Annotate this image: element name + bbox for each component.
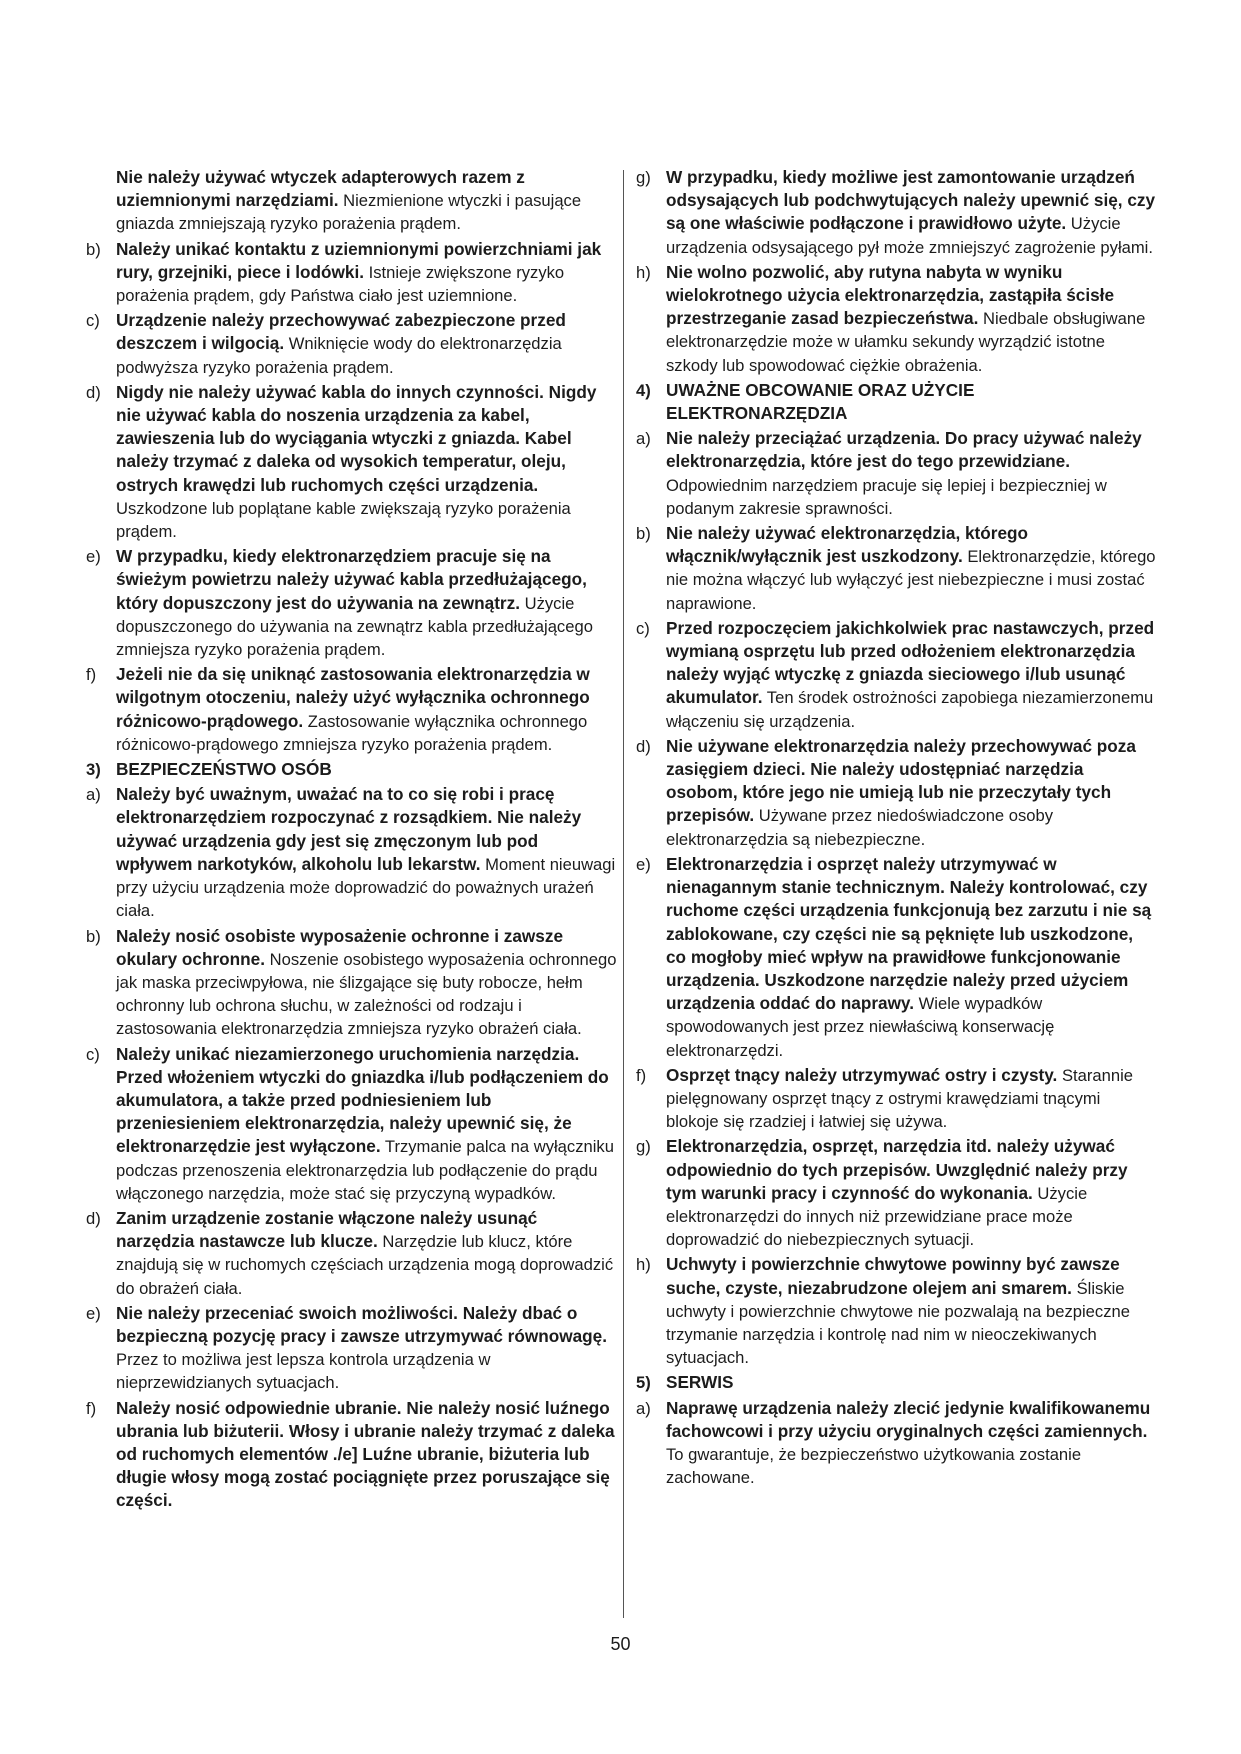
item-bold-text: Należy nosić odpowiednie ubranie. Nie należy nosić luźnego ubrania lub biżuterii. Włosy i ubranie należy trzymać z daleka od ruchomych elementów ./e] Luźne ubranie, biżuteria lub długie włosy mogą zostać pociągnięte przez poruszające się części.	[116, 1397, 615, 1511]
list-item	[636, 1135, 1156, 1251]
list-item	[636, 853, 1156, 1062]
list-item	[636, 522, 1156, 615]
item-label: e)	[86, 1303, 101, 1323]
list-item	[636, 427, 1156, 520]
right-column	[636, 166, 1156, 1491]
list-item	[636, 1064, 1156, 1134]
item-bold-text: Uchwyty i powierzchnie chwytowe powinny być zawsze suche, czyste, niezabrudzone olejem ani smarem.	[666, 1254, 1120, 1298]
item-label: h)	[636, 1255, 651, 1275]
heading-text: SERWIS	[666, 1372, 734, 1393]
item-bold-text: Osprzęt tnący należy utrzymywać ostry i czysty.	[666, 1064, 1058, 1085]
item-bold-text: Należy unikać niezamierzonego uruchomienia narzędzia. Przed włożeniem wtyczki do gniazdka i/lub podłączeniem do akumulatora, a także przed podniesieniem lub przeniesieniem elektronarzędzia, należy upewnić się, że elektronarzędzie jest wyłączone.	[116, 1043, 609, 1157]
item-bold-text: Nie należy przeciążać urządzenia. Do pracy używać należy elektronarzędzia, które jest do tego przewidziane.	[666, 428, 1142, 472]
item-body-text: Noszenie osobistego wyposażenia ochronnego jak maska przeciwpyłowa, nie ślizgające się buty robocze, hełm ochronny lub ochrona słuchu, w zależności od rodzaju i zastosowania elektronarzędzia zmniejsza ryzyko obrażeń ciała.	[116, 949, 617, 1039]
list-item	[86, 166, 618, 236]
item-bold-text: Naprawę urządzenia należy zlecić jedynie kwalifikowanemu fachowcowi i przy użyciu oryginalnych części zamiennych.	[666, 1397, 1151, 1441]
item-label: d)	[636, 736, 651, 756]
item-body-text: To gwarantuje, że bezpieczeństwo użytkowania zostanie zachowane.	[666, 1444, 1082, 1488]
item-bold-text: Zanim urządzenie zostanie włączone należy usunąć narzędzia nastawcze lub klucze.	[116, 1207, 538, 1252]
item-label: a)	[636, 429, 651, 449]
item-label: f)	[86, 1398, 97, 1418]
section-heading	[636, 379, 1156, 425]
item-body-text: Moment nieuwagi przy użyciu urządzenia może doprowadzić do poważnych urażeń ciała.	[116, 854, 616, 921]
list-item	[86, 1397, 618, 1513]
item-label: d)	[86, 1208, 101, 1228]
item-body-text: Używane przez niedoświadczone osoby elektronarzędzia są niebezpieczne.	[666, 806, 1054, 849]
list-item	[636, 166, 1156, 259]
item-body-text: Wiele wypadków spowodowanych jest przez niewłaściwą konserwację elektronarzędzi.	[666, 994, 1055, 1060]
list-item	[86, 1043, 618, 1205]
list-item	[86, 545, 618, 661]
list-item	[86, 1207, 618, 1300]
heading-text: UWAŻNE OBCOWANIE ORAZ UŻYCIE ELEKTRONARZĘDZIA	[666, 379, 975, 424]
item-bold-text: Nie należy przeceniać swoich możliwości. Należy dbać o bezpieczną pozycję pracy i zawsze utrzymywać równowagę.	[116, 1302, 607, 1346]
item-label: c)	[636, 618, 650, 638]
item-body-text: Elektronarzędzie, którego nie można włączyć lub wyłączyć jest niebezpieczne i musi zostać naprawione.	[666, 547, 1156, 613]
item-body-text: Przez to możliwa jest lepsza kontrola urządzenia w nieprzewidzianych sytuacjach.	[116, 1350, 491, 1393]
item-label: g)	[636, 168, 651, 187]
item-bold-text: Nie używane elektronarzędzia należy przechowywać poza zasięgiem dzieci. Nie należy udostępniać narzędzia osobom, które jego nie umieją lub nie przeczytały tych przepisów.	[666, 735, 1136, 826]
item-label: g)	[636, 1137, 651, 1157]
item-body-text: Użycie elektronarzędzi do innych niż przewidziane prace może doprowadzić do niebezpiecznych sytuacji.	[666, 1183, 1088, 1250]
item-label: b)	[86, 239, 101, 259]
item-label: b)	[636, 524, 651, 544]
list-item	[636, 261, 1156, 377]
left-column	[86, 166, 618, 1515]
list-item	[86, 783, 618, 922]
item-bold-text: Elektronarzędzia, osprzęt, narzędzia itd. należy używać odpowiednio do tych przepisów. Uwzględnić należy przy tym warunki pracy i czynność do wykonania.	[666, 1136, 1128, 1203]
item-bold-text: Należy nosić osobiste wyposażenie ochronne i zawsze okulary ochronne.	[116, 925, 564, 969]
item-bold-text: Należy być uważnym, uważać na to co się robi i pracę elektronarzędziem rozpoczynać z rozsądkiem. Nie należy używać urządzenia gdy jest się zmęczonym lub pod wpływem narkotyków, alkoholu lub lekarstw.	[116, 784, 582, 874]
item-body-text: Zastosowanie wyłącznika ochronnego różnicowo-prądowego zmniejsza ryzyko porażenia prądem.	[116, 711, 588, 754]
item-bold-text: Elektronarzędzia i osprzęt należy utrzymywać w nienagannym stanie technicznym. Należy kontrolować, czy ruchome części urządzenia funkcjonują bez zarzutu i nie są zablokowane, czy części nie są pęknięte lub uszkodzone, co mogłoby mieć wpływ na prawidłowe funkcjonowanie urządzenia. Uszkodzone narzędzie należy przed użyciem urządzenia oddać do naprawy.	[666, 853, 1152, 1014]
item-bold-text: Nie wolno pozwolić, aby rutyna nabyta w wyniku wielokrotnego użycia elektronarzędzia, zastąpiła ścisłe przestrzeganie zasad bezpieczeństwa.	[666, 261, 1114, 329]
list-item	[86, 925, 618, 1041]
list-item	[636, 1397, 1156, 1490]
item-label: e)	[636, 854, 651, 874]
item-label: h)	[636, 262, 651, 282]
item-bold-text: Nie należy używać elektronarzędzia, którego włącznik/wyłącznik jest uszkodzony.	[666, 523, 1029, 567]
item-bold-text: Nigdy nie należy używać kabla do innych czynności. Nigdy nie używać kabla do noszenia urządzenia za kabel, zawieszenia lub do wyciągania wtyczki z gniazda. Kabel należy trzymać z daleka od wysokich temperatur, oleju, ostrych krawędzi lub ruchomych części urządzenia.	[116, 381, 597, 495]
heading-text: BEZPIECZEŃSTWO OSÓB	[116, 759, 332, 780]
item-label: 4)	[636, 380, 651, 400]
item-bold-text: Przed rozpoczęciem jakichkolwiek prac nastawczych, przed wymianą osprzętu lub przed odłożeniem elektronarzędzia należy wyjąć wtyczkę z gniazda sieciowego i/lub usunąć akumulator.	[666, 617, 1155, 708]
item-label: a)	[636, 1398, 651, 1418]
item-label: d)	[86, 382, 101, 402]
page-number: 50	[610, 1634, 631, 1654]
item-label: f)	[86, 665, 97, 685]
list-item	[636, 735, 1156, 851]
item-body-text: Niezmienione wtyczki i pasujące gniazda zmniejszają ryzyko porażenia prądem.	[116, 191, 582, 234]
item-bold-text: Jeżeli nie da się uniknąć zastosowania elektronarzędzia w wilgotnym otoczeniu, należy użyć wyłącznika ochronnego różnicowo-prądowego.	[116, 664, 590, 731]
item-body-text: Narzędzie lub klucz, które znajdują się w ruchomych częściach urządzenia mogą doprowadzić do obrażeń ciała.	[116, 1232, 614, 1298]
item-label: c)	[86, 1044, 100, 1064]
item-body-text: Niedbale obsługiwane elektronarzędzie może w ułamku sekundy wyrządzić istotne szkody lub spowodować ciężkie obrażenia.	[666, 309, 1146, 375]
item-bold-text: W przypadku, kiedy elektronarzędziem pracuje się na świeżym powietrzu należy używać kabla przedłużającego, który dopuszczony jest do używania na zewnątrz.	[116, 546, 587, 613]
list-item	[86, 309, 618, 379]
item-body-text: Wniknięcie wody do elektronarzędzia podwyższa ryzyko porażenia prądem.	[116, 334, 562, 377]
item-label: e)	[86, 547, 101, 567]
item-label: b)	[86, 926, 101, 946]
column-divider	[623, 170, 624, 1618]
list-item	[636, 617, 1156, 733]
item-body-text: Uszkodzone lub poplątane kable zwiększają ryzyko porażenia prądem.	[116, 498, 571, 542]
item-body-text: Śliskie uchwyty i powierzchnie chwytowe nie pozwalają na bezpieczne trzymanie narzędzia i kontrolę nad nim w nieoczekiwanych sytuacjach.	[666, 1278, 1130, 1368]
item-bold-text: Urządzenie należy przechowywać zabezpieczone przed deszczem i wilgocią.	[116, 310, 566, 354]
item-label: 3)	[86, 760, 101, 780]
item-bold-text: Należy unikać kontaktu z uziemnionymi powierzchniami jak rury, grzejniki, piece i lodówki.	[116, 238, 602, 282]
item-label: 5)	[636, 1373, 651, 1393]
item-bold-text: W przypadku, kiedy możliwe jest zamontowanie urządzeń odsysających lub podchwytujących należy upewnić się, czy są one właściwie podłączone i prawidłowo użyte.	[666, 167, 1156, 234]
list-item	[636, 1253, 1156, 1369]
item-body-text: Istnieje zwiększone ryzyko porażenia prądem, gdy Państwa ciało jest uziemnione.	[116, 262, 565, 306]
section-heading	[636, 1371, 1156, 1394]
section-heading	[86, 758, 618, 781]
item-body-text: Odpowiednim narzędziem pracuje się lepiej i bezpieczniej w podanym zakresie sprawności.	[666, 475, 1107, 518]
list-item	[86, 238, 618, 308]
item-body-text: Użycie urządzenia odsysającego pył może zmniejszyć zagrożenie pyłami.	[666, 214, 1153, 257]
item-label: f)	[636, 1065, 647, 1085]
item-bold-text: Nie należy używać wtyczek adapterowych razem z uziemnionymi narzędziami.	[116, 167, 525, 211]
list-item	[86, 1302, 618, 1395]
item-body-text: Starannie pielęgnowany osprzęt tnący z ostrymi krawędziami tnącymi blokoje się rzadziej i łatwiej się używa.	[666, 1065, 1133, 1132]
list-item	[86, 381, 618, 543]
item-body-text: Trzymanie palca na wyłączniku podczas przenoszenia elektronarzędzia lub podłączenie do prądu włączonego narzędzia, może stać się przyczyną wypadków.	[116, 1137, 614, 1203]
item-label: a)	[86, 785, 101, 805]
item-label: c)	[86, 311, 100, 331]
item-body-text: Użycie dopuszczonego do używania na zewnątrz kabla przedłużającego zmniejsza ryzyko porażenia prądem.	[116, 593, 593, 660]
item-body-text: Ten środek ostrożności zapobiega niezamierzonemu włączeniu się urządzenia.	[666, 688, 1154, 731]
list-item	[86, 663, 618, 756]
